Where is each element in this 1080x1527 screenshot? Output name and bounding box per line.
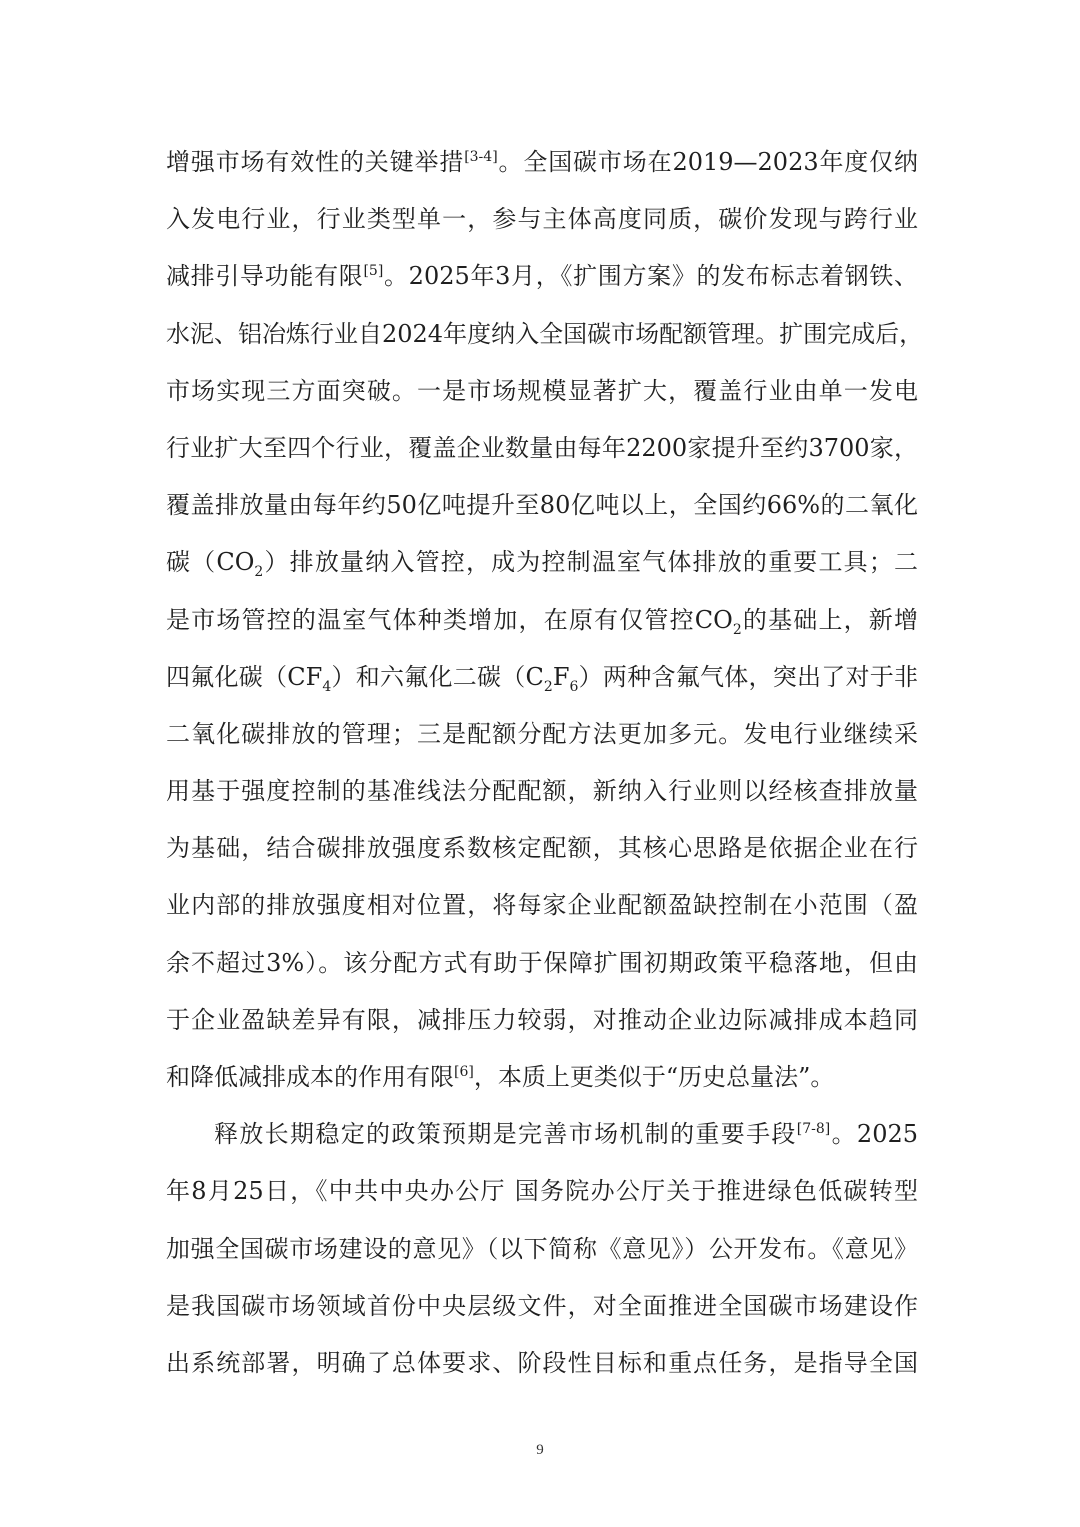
text-run: 的基础上，新增 <box>741 605 918 634</box>
text-run: 是市场管控的温室气体种类增加，在原有仅管控CO <box>166 605 733 634</box>
text-run: 行业扩大至四个行业，覆盖企业数量由每年2200家提升至约3700家， <box>166 433 918 462</box>
text-line <box>166 877 918 934</box>
text-run: 增强市场有效性的关键举措 <box>166 148 465 176</box>
text-line <box>166 306 924 363</box>
text-run: 余不超过3%）。该分配方式有助于保障扩围初期政策平稳落地，但由 <box>166 948 918 977</box>
text-line <box>166 1163 918 1220</box>
text-run: 。2025 <box>830 1120 919 1149</box>
text-run: 和降低减排成本的作用有限 <box>166 1063 454 1091</box>
text-run: 减排引导功能有限 <box>166 262 364 291</box>
text-line <box>166 363 918 420</box>
citation-superscript: [7-8] <box>796 1121 831 1138</box>
text-line <box>166 992 918 1049</box>
text-line <box>166 248 918 305</box>
text-line <box>166 534 918 591</box>
text-line <box>166 134 918 191</box>
text-run: 市场实现三方面突破。一是市场规模显著扩大，覆盖行业由单一发电 <box>166 376 918 405</box>
text-run: 碳（CO <box>166 548 255 577</box>
text-line <box>166 420 918 477</box>
chemical-subscript: 2 <box>543 678 553 695</box>
text-run: ）两种含氟气体，突出了对于非 <box>578 662 919 691</box>
text-run: 用基于强度控制的基准线法分配配额，新纳入行业则以经核查排放量 <box>166 777 918 806</box>
text-run: 水泥、铝冶炼行业自2024年度纳入全国碳市场配额管理。扩围完成后， <box>166 319 924 348</box>
text-line <box>166 1049 918 1106</box>
chemical-subscript: 2 <box>732 621 742 638</box>
chemical-subscript: 4 <box>322 678 332 695</box>
text-line <box>166 820 918 877</box>
page-number: 9 <box>536 1442 544 1458</box>
text-line <box>166 1221 918 1278</box>
text-line <box>166 706 918 763</box>
text-run: 。2025年3月，《扩围方案》的发布标志着钢铁、 <box>383 262 918 291</box>
text-run: 出系统部署，明确了总体要求、阶段性目标和重点任务，是指导全国 <box>166 1348 918 1377</box>
chemical-subscript: 6 <box>569 678 579 695</box>
text-line <box>166 592 918 649</box>
text-run: 四氟化碳（CF <box>166 662 323 691</box>
text-run: 业内部的排放强度相对位置，将每家企业配额盈缺控制在小范围（盈 <box>166 891 918 920</box>
text-line <box>166 763 918 820</box>
text-run: F <box>552 662 570 691</box>
text-run: 覆盖排放量由每年约50亿吨提升至80亿吨以上，全国约66%的二氧化 <box>166 491 918 520</box>
text-run: 是我国碳市场领域首份中央层级文件，对全面推进全国碳市场建设作 <box>166 1291 918 1320</box>
body-text <box>166 134 924 1392</box>
text-run: 加强全国碳市场建设的意见》（以下简称《意见》）公开发布。《意见》 <box>166 1234 918 1263</box>
text-run: 为基础，结合碳排放强度系数核定配额，其核心思路是依据企业在行 <box>166 834 918 863</box>
text-run: ，本质上更类似于“历史总量法”。 <box>473 1063 835 1091</box>
text-line <box>166 1278 918 1335</box>
text-line <box>166 191 918 248</box>
text-run: 入发电行业，行业类型单一，参与主体高度同质，碳价发现与跨行业 <box>166 205 918 234</box>
citation-superscript: [6] <box>454 1064 474 1080</box>
text-run: 。全国碳市场在2019—2023年度仅纳 <box>497 148 918 176</box>
text-run: ）和六氟化二碳（C <box>331 662 544 691</box>
text-run: ）排放量纳入管控，成为控制温室气体排放的重要工具；二 <box>263 548 918 577</box>
text-line <box>166 477 918 534</box>
citation-superscript: [5] <box>363 263 384 280</box>
text-line <box>166 1106 918 1163</box>
text-line <box>166 1335 918 1392</box>
text-run: 释放长期稳定的政策预期是完善市场机制的重要手段 <box>214 1120 797 1149</box>
text-line <box>166 649 918 706</box>
text-run: 年8月25日，《中共中央办公厅 国务院办公厅关于推进绿色低碳转型 <box>166 1177 918 1206</box>
text-line <box>166 935 918 992</box>
chemical-subscript: 2 <box>254 564 264 581</box>
text-run: 二氧化碳排放的管理；三是配额分配方法更加多元。发电行业继续采 <box>166 719 918 748</box>
citation-superscript: [3-4] <box>464 149 498 165</box>
text-run: 于企业盈缺差异有限，减排压力较弱，对推动企业边际减排成本趋同 <box>166 1005 918 1034</box>
